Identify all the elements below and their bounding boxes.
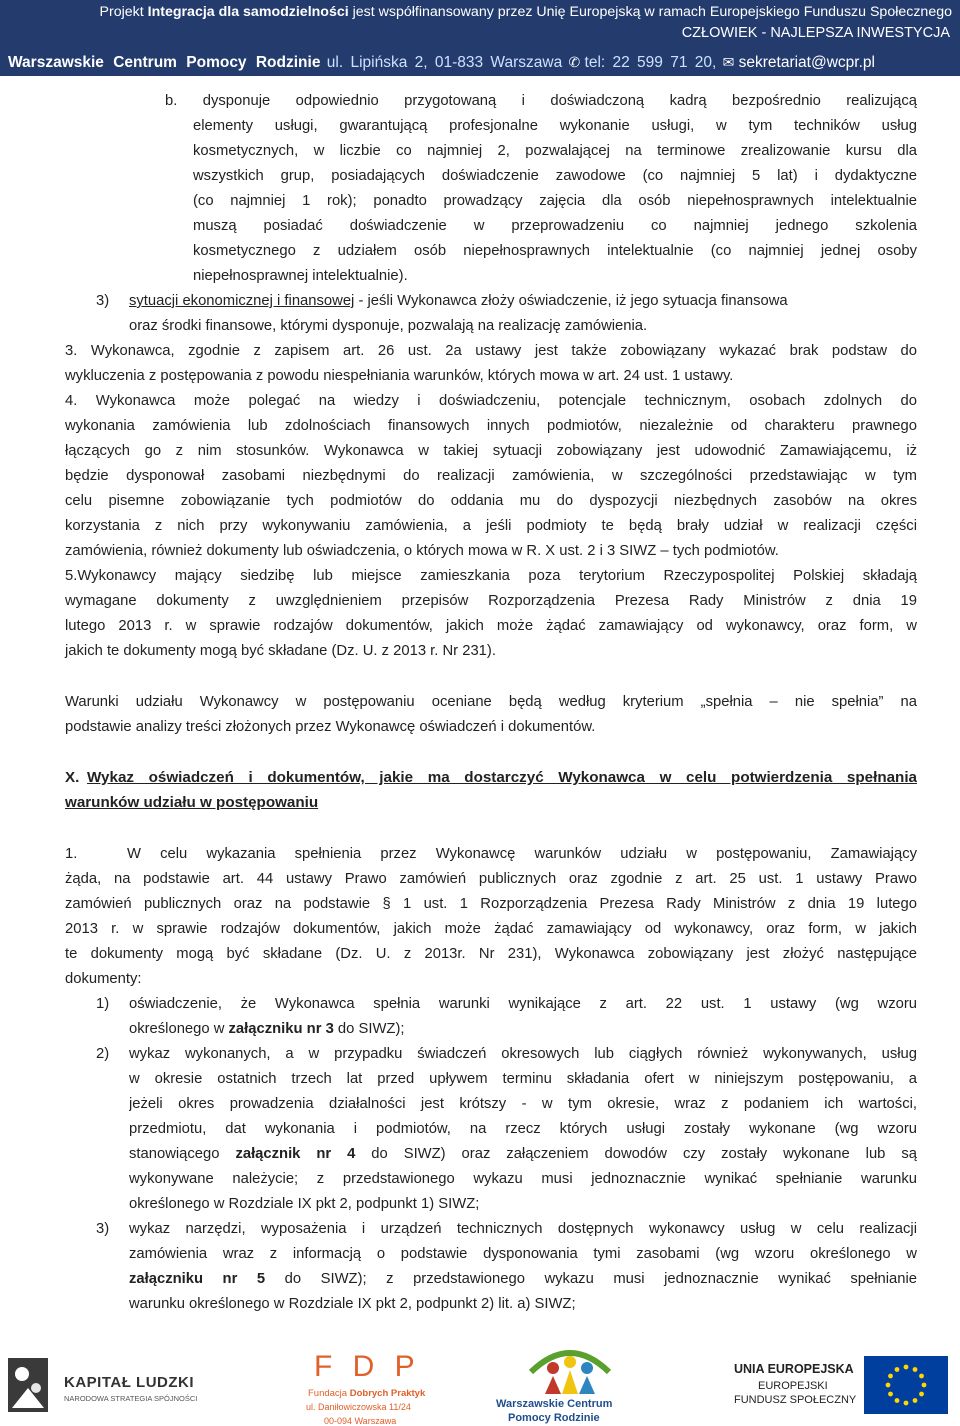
fdp-address-2: 00-094 Warszawa xyxy=(324,1416,397,1426)
paragraph-line: 5.Wykonawcy mający siedzibę lub miejsce zamieszkania poza terytorium Rzeczypospolitej Polskiej składają xyxy=(65,568,917,584)
paragraph-line: oświadczenie, że Wykonawca spełnia warunki wynikające z art. 22 ust. 1 ustawy (wg wzoru xyxy=(129,996,917,1012)
paragraph-line: łączących go z nim stosunków. Wykonawca w takiej sytuacji zobowiązany jest udowodnić Zamawiającemu, iż xyxy=(65,443,917,459)
paragraph-line: (co najmniej 1 rok); ponadto prowadzący zajęcia dla osób niepełnosprawnych intelektualnie xyxy=(193,193,917,209)
line-text: określonego w xyxy=(129,1021,229,1037)
line-text: do SIWZ); z przedstawionego wykazu musi jednoznacznie wynikać spełnianie xyxy=(265,1271,917,1287)
wcpr-name-1: Warszawskie Centrum xyxy=(496,1398,613,1410)
paragraph-line: wykluczenia z postępowania z powodu niespełniania warunków, których mowa w art. 24 ust. 1 ustawy. xyxy=(65,368,734,384)
paragraph-line: jeżeli okres prowadzenia działalności jest krótszy - w tym okresie, wraz z podaniem ich wartości, xyxy=(129,1096,917,1112)
line-text: stanowiącego xyxy=(129,1146,236,1162)
section-number: X. xyxy=(65,769,80,786)
eu-flag-icon xyxy=(864,1356,948,1414)
project-line xyxy=(100,4,952,20)
section-heading xyxy=(65,793,318,813)
wcpr-name-2: Pomocy Rodzinie xyxy=(508,1412,600,1424)
paragraph-line: podstawie analizy treści złożonych przez Wykonawcę oświadczeń i dokumentów. xyxy=(65,719,596,735)
paragraph-line: określonego w Rozdziale IX pkt 2, podpunkt 1) SIWZ; xyxy=(129,1196,480,1212)
line-text: - jeśli Wykonawca złoży oświadczenie, iż jego sytuacja finansowa xyxy=(354,293,788,309)
paragraph-line: elementy usługi, gwarantującą profesjonalne wykonanie usługi, w tym techników usług xyxy=(193,118,917,134)
line-text: do SIWZ) oraz załączeniem dowodów czy zostały wykonane lub są xyxy=(355,1146,917,1162)
org-phone: tel: 22 599 71 20, xyxy=(584,54,717,71)
paragraph-line: wymagane dokumenty z uwzględnieniem przepisów Rozporządzenia Prezesa Rady Ministrów z dnia 19 xyxy=(65,593,917,609)
phone-icon: ✆ xyxy=(568,54,581,70)
paragraph-line: wykaz wykonanych, a w przypadku świadczeń okresowych lub ciągłych również wykonywanych, usług xyxy=(129,1046,917,1062)
org-name: Warszawskie Centrum Pomocy Rodzinie xyxy=(8,54,321,71)
heading-text: warunków udziału w postępowaniu xyxy=(65,794,319,811)
paragraph-line: 3. Wykonawca, zgodnie z zapisem art. 26 ust. 2a ustawy jest także zobowiązany wykazać brak podstaw do xyxy=(65,343,917,359)
project-prefix: Projekt xyxy=(99,4,148,20)
page-header xyxy=(0,0,960,76)
fdp-name-bold: Dobrych Praktyk xyxy=(349,1388,426,1399)
list-number: 1) xyxy=(96,996,110,1012)
kl-title: KAPITAŁ LUDZKI xyxy=(64,1374,195,1391)
paragraph-line: zamówienia, również dokumenty lub oświadczenia, o których mowa w R. X ust. 2 i 3 SIWZ – tych podmiotów. xyxy=(65,543,779,559)
paragraph-line: b. dysponuje odpowiednio przygotowaną i doświadczoną kadrą bezpośrednio realizującą xyxy=(165,93,917,109)
fdp-address-1: ul. Daniłowiczowska 11/24 xyxy=(306,1402,411,1412)
paragraph-line: 4. Wykonawca może polegać na wiedzy i doświadczeniu, potencjale technicznym, osobach zdolnych do xyxy=(65,393,917,409)
attachment-ref: załączniku nr 3 xyxy=(228,1021,334,1037)
org-address: ul. Lipińska 2, 01-833 Warszawa xyxy=(326,54,563,71)
paragraph-line: żąda, na podstawie art. 44 ustawy Prawo zamówień publicznych oraz zgodnie z art. 25 ust. 1 ustawy Prawo xyxy=(65,871,917,887)
paragraph-line: w okresie ostatnich trzech lat przed upływem terminu składania ofert w niniejszym postępowaniu, a xyxy=(129,1071,917,1087)
paragraph-line: muszą posiadać doświadczenie w przeprowadzeniu co najmniej jednego szkolenia xyxy=(193,218,917,234)
paragraph-line: W celu wykazania spełnienia przez Wykonawcę warunków udziału w postępowaniu, Zamawiający xyxy=(127,846,917,862)
fdp-name-text: Fundacja xyxy=(308,1388,350,1399)
paragraph-line xyxy=(129,1269,917,1291)
paragraph-line xyxy=(129,291,788,311)
list-number: 2) xyxy=(96,1046,110,1062)
paragraph-line: oraz środki finansowe, którymi dysponuje, pozwalają na realizację zamówienia. xyxy=(129,318,648,334)
attachment-ref: załącznik nr 4 xyxy=(235,1146,356,1162)
paragraph-line: dokumenty: xyxy=(65,971,142,987)
mail-icon: ✉ xyxy=(722,54,735,70)
kapital-ludzki-logo xyxy=(8,1352,208,1422)
wcpr-logo xyxy=(490,1340,650,1426)
paragraph-line: lutego 2013 r. w sprawie rodzajów dokumentów, jakich może żądać zamawiający od wykonawcy, oraz form, w xyxy=(65,618,917,634)
eu-title: UNIA EUROPEJSKA xyxy=(734,1362,854,1376)
paragraph-line: niepełnosprawnej intelektualnie). xyxy=(193,268,408,284)
paragraph-line: te dokumenty mogą być składane (Dz. U. z 2013r. Nr 231), Wykonawca zobowiązany jest złożyć następujące xyxy=(65,946,917,962)
paragraph-line: korzystania z nich przy wykonywaniu zamówienia, a jeśli podmioty te będą brały udział w realizacji części xyxy=(65,518,917,534)
heading-text: Wykaz oświadczeń i dokumentów, jakie ma dostarczyć Wykonawca w celu potwierdzenia spełnania xyxy=(87,769,917,786)
list-number: 3) xyxy=(96,293,110,309)
paragraph-line: celu pisemne zobowiązanie tych podmiotów do oddania mu do dyspozycji niezbędnych zasobów na okres xyxy=(65,493,917,509)
paragraph-line: warunku określonego w Rozdziale IX pkt 2, podpunkt 2) lit. a) SIWZ; xyxy=(129,1296,576,1312)
paragraph-line xyxy=(129,1144,917,1166)
page-footer xyxy=(0,1330,960,1426)
slogan: CZŁOWIEK - NAJLEPSZA INWESTYCJA xyxy=(681,25,950,41)
paragraph-line: zamówień publicznych oraz na podstawie § 1 ust. 1 Rozporządzenia Prezesa Rady Ministrów z dnia 19 lutego xyxy=(65,896,917,912)
fdp-letters: F D P xyxy=(314,1350,421,1383)
fdp-logo xyxy=(300,1350,426,1426)
list-number: 1. xyxy=(65,846,78,862)
paragraph-line: zamówienia wraz z informacją o podstawie dysponowania tymi zasobami (wg wzoru określonego w xyxy=(129,1246,917,1262)
paragraph-line: wykonania zamówienia lub zdolnościach finansowych innych podmiotów, niezależnie od charakteru prawnego xyxy=(65,418,917,434)
contact-line xyxy=(8,54,875,72)
kl-subtitle: NARODOWA STRATEGIA SPÓJNOŚCI xyxy=(64,1394,198,1403)
project-name: Integracja dla samodzielności xyxy=(147,4,349,20)
eu-fund-2: FUNDUSZ SPOŁECZNY xyxy=(734,1394,857,1406)
paragraph-line: kosmetycznych, w liczbie co najmniej 2, pozwalającej na terminowe zrealizowanie kursu dla xyxy=(193,143,917,159)
paragraph-line: Warunki udziału Wykonawcy w postępowaniu oceniane będą według kryterium „spełnia – nie spełnia” na xyxy=(65,694,917,710)
kapital-ludzki-emblem-icon xyxy=(8,1358,54,1418)
paragraph-line: wszystkich grup, posiadających doświadczenie zawodowe (co najmniej 5 lat) i dydaktyczne xyxy=(193,168,917,184)
paragraph-line xyxy=(129,1019,405,1039)
family-house-icon xyxy=(525,1340,615,1396)
paragraph-line: wykaz narzędzi, wyposażenia i urządzeń technicznych dostępnych wykonawcy usług w celu realizacji xyxy=(129,1221,917,1237)
underlined-term: sytuacji ekonomicznej i finansowej xyxy=(129,293,355,309)
project-suffix: jest współfinansowany przez Unię Europejską w ramach Europejskiego Funduszu Społecznego xyxy=(348,4,952,20)
paragraph-line: 2013 r. w sprawie rodzajów dokumentów, jakich może żądać zamawiający od wykonawcy, oraz form, w jakich xyxy=(65,921,917,937)
fdp-name xyxy=(308,1388,425,1399)
eu-logo xyxy=(730,1352,955,1422)
attachment-ref: załączniku nr 5 xyxy=(129,1271,266,1287)
paragraph-line: kosmetycznego z udziałem osób niepełnosprawnych intelektualnie (co najmniej jednej osoby xyxy=(193,243,917,259)
list-number: 3) xyxy=(96,1221,110,1237)
paragraph-line: jakich te dokumenty mogą być składane (Dz. U. z 2013 r. Nr 231). xyxy=(65,643,496,659)
eu-fund-1: EUROPEJSKI xyxy=(758,1380,828,1392)
line-text: do SIWZ); xyxy=(333,1021,405,1037)
paragraph-line: wykonywane należycie; z przedstawionego wykazu musi jednoznacznie wynikać spełnianie warunku xyxy=(129,1171,917,1187)
paragraph-line: przedmiotu, dat wykonania i podmiotów, na rzecz których usługi zostały wykonane (wg wzoru xyxy=(129,1121,917,1137)
section-heading xyxy=(87,768,917,790)
org-email[interactable]: sekretariat@wcpr.pl xyxy=(738,54,875,71)
paragraph-line: będzie dysponował zasobami niezbędnymi do realizacji zamówienia, w szczególności przedstawiając w tym xyxy=(65,468,917,484)
